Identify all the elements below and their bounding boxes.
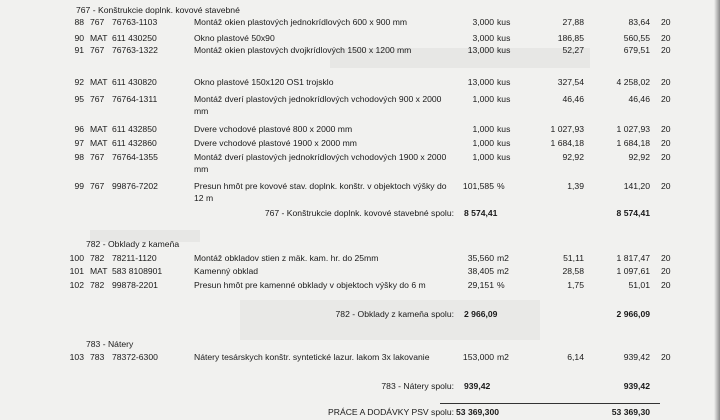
row-quantity: 153,000: [462, 352, 494, 362]
section-subtotal-total: 8 574,41: [616, 208, 650, 218]
row-description: Nátery tesárskych konštr. syntetické lazur. lakom 3x lakovanie: [194, 352, 430, 362]
row-total: 83,64: [628, 17, 650, 27]
row-number: 92: [74, 77, 84, 87]
row-quantity: 3,000: [472, 17, 494, 27]
row-code: MAT: [90, 266, 108, 276]
row-item: 611 432850: [112, 124, 157, 134]
row-quantity: 38,405: [467, 266, 494, 276]
row-quantity: 3,000: [472, 33, 494, 43]
row-description: Montáž okien plastových jednokrídlových 600 x 900 mm: [194, 17, 408, 27]
row-description: Montáž obkladov stien z mäk. kam. hr. do 25mm: [194, 253, 379, 263]
row-total: 679,51: [623, 45, 650, 55]
row-description-continued: 12 m: [194, 193, 214, 203]
row-vat: 20: [661, 45, 671, 55]
row-item: 611 432860: [112, 138, 157, 148]
row-vat: 20: [661, 352, 671, 362]
row-total: 51,01: [628, 280, 650, 290]
row-description: Okno plastové 150x120 OS1 trojsklo: [194, 77, 334, 87]
row-unit: %: [497, 280, 505, 290]
row-code: 767: [90, 17, 105, 27]
row-number: 88: [74, 17, 84, 27]
section-subtotal-value: 8 574,41: [464, 208, 498, 218]
grand-total-value: 53 369,300: [456, 407, 500, 417]
row-unit: %: [497, 181, 505, 191]
row-total: 1 817,47: [616, 253, 650, 263]
show-through-text: [240, 300, 540, 340]
row-unit-price: 51,11: [563, 253, 584, 263]
section-subtotal-label: 767 - Konštrukcie doplnk. kovové stavebné spolu:: [264, 208, 454, 218]
section-title: 783 - Nátery: [86, 339, 134, 349]
row-code: 782: [90, 280, 105, 290]
row-vat: 20: [661, 152, 671, 162]
row-quantity: 101,585: [462, 181, 494, 191]
row-number: 99: [74, 181, 84, 191]
row-total: 92,92: [628, 152, 650, 162]
row-unit: m2: [497, 266, 509, 276]
section-subtotal-label: 783 - Nátery spolu:: [381, 381, 454, 391]
row-item: 76763-1103: [112, 17, 158, 27]
row-item: 99878-2201: [112, 280, 158, 290]
row-code: 767: [90, 45, 105, 55]
row-quantity: 13,000: [467, 45, 494, 55]
row-item: 99876-7202: [112, 181, 158, 191]
row-unit: kus: [497, 45, 511, 55]
section-title: 767 - Konštrukcie doplnk. kovové stavebné: [76, 5, 240, 15]
row-code: 783: [90, 352, 105, 362]
row-quantity: 13,000: [467, 77, 494, 87]
row-code: 767: [90, 94, 105, 104]
grand-total-rule: [440, 403, 660, 404]
section-subtotal-total: 939,42: [623, 381, 650, 391]
section-subtotal-value: 939,42: [464, 381, 491, 391]
row-number: 91: [74, 45, 84, 55]
row-item: 611 430250: [112, 33, 157, 43]
row-code: MAT: [90, 77, 108, 87]
row-code: MAT: [90, 33, 108, 43]
row-quantity: 29,151: [467, 280, 494, 290]
row-unit: kus: [497, 138, 511, 148]
row-unit-price: 92,92: [562, 152, 584, 162]
row-unit-price: 6,14: [567, 352, 584, 362]
row-item: 76764-1355: [112, 152, 158, 162]
row-description: Presun hmôt pre kamenné obklady v objektoch výšky do 6 m: [194, 280, 426, 290]
row-number: 100: [69, 253, 84, 263]
row-item: 583 8108901: [112, 266, 163, 276]
row-quantity: 1,000: [472, 152, 494, 162]
row-number: 90: [74, 33, 84, 43]
row-item: 76763-1322: [112, 45, 158, 55]
row-unit-price: 1 027,93: [550, 124, 584, 134]
section-subtotal-label: 782 - Obklady z kameňa spolu:: [335, 309, 454, 319]
row-number: 97: [74, 138, 84, 148]
row-item: 76764-1311: [112, 94, 158, 104]
row-description: Montáž dverí plastových jednokrídlových vchodových 1900 x 2000: [194, 152, 447, 162]
row-description: Okno plastové 50x90: [194, 33, 275, 43]
row-unit: kus: [497, 124, 511, 134]
row-vat: 20: [661, 77, 671, 87]
row-total: 4 258,02: [616, 77, 650, 87]
row-unit-price: 1 684,18: [550, 138, 584, 148]
row-description: Dvere vchodové plastové 800 x 2000 mm: [194, 124, 353, 134]
row-total: 46,46: [628, 94, 650, 104]
row-description: Kamenný obklad: [194, 266, 259, 276]
row-code: MAT: [90, 124, 108, 134]
row-unit: m2: [497, 352, 509, 362]
row-number: 102: [69, 280, 84, 290]
row-number: 96: [74, 124, 84, 134]
row-number: 103: [69, 352, 84, 362]
grand-total-label: PRÁCE A DODÁVKY PSV spolu:: [328, 407, 454, 417]
row-vat: 20: [661, 280, 671, 290]
row-unit-price: 186,85: [557, 33, 584, 43]
section-subtotal-value: 2 966,09: [464, 309, 498, 319]
row-unit-price: 1,39: [567, 181, 584, 191]
row-code: 782: [90, 253, 105, 263]
row-code: 767: [90, 152, 105, 162]
row-unit: kus: [497, 33, 511, 43]
row-number: 98: [74, 152, 84, 162]
row-unit-price: 1,75: [567, 280, 584, 290]
row-description-continued: mm: [194, 164, 209, 174]
row-vat: 20: [661, 253, 671, 263]
row-description: Montáž dverí plastových jednokrídlových vchodových 900 x 2000: [194, 94, 442, 104]
row-description: Dvere vchodové plastové 1900 x 2000 mm: [194, 138, 357, 148]
row-total: 560,55: [623, 33, 650, 43]
row-unit-price: 28,58: [562, 266, 584, 276]
row-item: 611 430820: [112, 77, 157, 87]
row-description: Presun hmôt pre kovové stav. doplnk. konštr. v objektoch výšky do: [194, 181, 447, 191]
row-quantity: 1,000: [472, 124, 494, 134]
section-title: 782 - Obklady z kameňa: [86, 239, 180, 249]
row-unit-price: 46,46: [562, 94, 584, 104]
row-unit: kus: [497, 77, 511, 87]
section-subtotal-total: 2 966,09: [616, 309, 650, 319]
row-number: 95: [74, 94, 84, 104]
row-quantity: 1,000: [472, 94, 494, 104]
row-number: 101: [69, 266, 84, 276]
page-edge-shadow: [714, 0, 720, 420]
row-description: Montáž okien plastových dvojkrídlových 1500 x 1200 mm: [194, 45, 412, 55]
row-total: 1 027,93: [616, 124, 650, 134]
row-unit-price: 52,27: [562, 45, 584, 55]
row-vat: 20: [661, 17, 671, 27]
row-vat: 20: [661, 124, 671, 134]
row-vat: 20: [661, 181, 671, 191]
row-quantity: 1,000: [472, 138, 494, 148]
row-unit: kus: [497, 152, 511, 162]
row-unit-price: 327,54: [557, 77, 584, 87]
row-item: 78372-6300: [112, 352, 158, 362]
row-code: 767: [90, 181, 105, 191]
row-total: 141,20: [623, 181, 650, 191]
row-unit: kus: [497, 17, 511, 27]
row-unit: m2: [497, 253, 509, 263]
row-quantity: 35,560: [467, 253, 494, 263]
row-description-continued: mm: [194, 106, 209, 116]
row-vat: 20: [661, 33, 671, 43]
row-vat: 20: [661, 266, 671, 276]
row-vat: 20: [661, 94, 671, 104]
row-total: 939,42: [623, 352, 650, 362]
grand-total-total: 53 369,30: [611, 407, 650, 417]
row-unit-price: 27,88: [562, 17, 584, 27]
row-item: 78211-1120: [112, 253, 157, 263]
row-vat: 20: [661, 138, 671, 148]
row-unit: kus: [497, 94, 511, 104]
row-total: 1 097,61: [616, 266, 650, 276]
row-code: MAT: [90, 138, 108, 148]
row-total: 1 684,18: [616, 138, 650, 148]
